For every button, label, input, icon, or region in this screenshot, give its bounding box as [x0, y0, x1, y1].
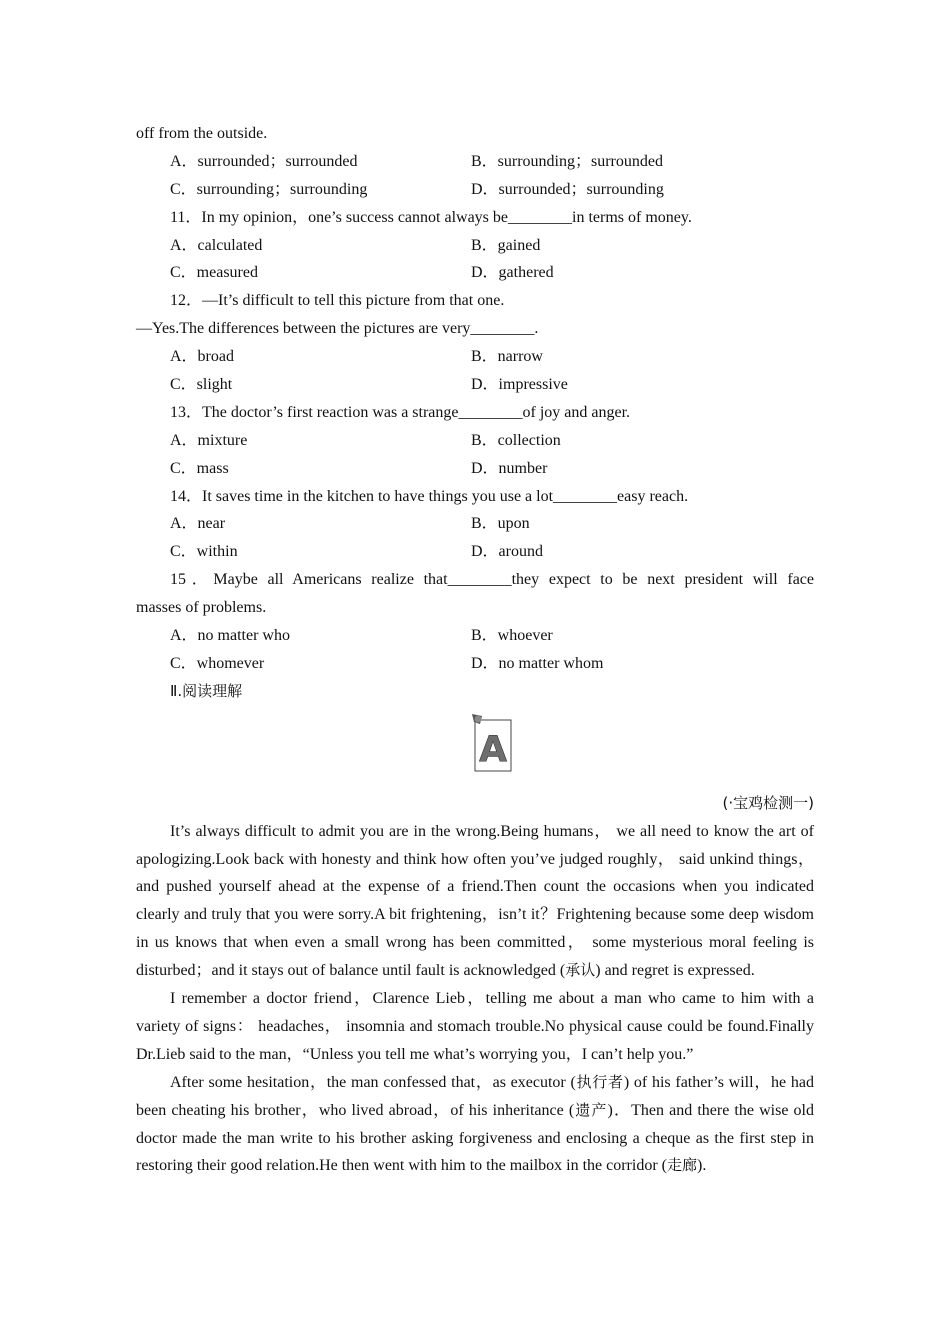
- q11-stem: 11．In my opinion，one’s success cannot always be________in terms of money.: [170, 208, 692, 226]
- q12-option-d: D．impressive: [471, 376, 568, 394]
- q10-option-d: D．surrounded；surrounding: [471, 180, 664, 198]
- q15-option-d: D．no matter whom: [471, 654, 604, 672]
- section-heading-reading: Ⅱ.阅读理解: [170, 681, 243, 700]
- q13-option-b: B．collection: [471, 431, 561, 449]
- q11-option-c: C．measured: [170, 264, 258, 282]
- q10-options-row-1: [136, 148, 814, 176]
- q13-option-d: D．number: [471, 459, 548, 477]
- q10-option-a: A．surrounded；surrounded: [170, 152, 358, 170]
- passage-source: (·宝鸡检测一): [722, 793, 814, 812]
- q11-options-row-2: [136, 259, 814, 287]
- q12-options-row-2: [136, 371, 814, 399]
- q13-option-c: C．mass: [170, 459, 229, 477]
- q15-option-b: B．whoever: [471, 627, 553, 645]
- q14-stem: 14．It saves time in the kitchen to have things you use a lot________easy reach.: [170, 487, 689, 505]
- q12-stem: 12．—It’s difficult to tell this picture from that one.: [170, 292, 505, 310]
- q13-option-a: A．mixture: [170, 431, 248, 449]
- q10-options-row-2: [136, 176, 814, 204]
- q15-option-c: C．whomever: [170, 654, 265, 672]
- q12-options-row-1: [136, 343, 814, 371]
- q14-option-a: A．near: [170, 515, 226, 533]
- passage-a-icon: [472, 714, 512, 772]
- q10-option-b: B．surrounding；surrounded: [471, 152, 663, 170]
- document-content: [136, 120, 814, 1180]
- passage-letter: A: [479, 728, 507, 770]
- q13-stem: 13．The doctor’s first reaction was a strange________of joy and anger.: [170, 403, 631, 421]
- q11-option-a: A．calculated: [170, 236, 263, 254]
- q12-option-a: A．broad: [170, 348, 234, 366]
- q12-option-c: C．slight: [170, 376, 233, 394]
- passage-paragraph-1: It’s always difficult to admit you are in the wrong.Being humans， we all need to know the art of apologizing.Look back with honesty and think how often you’ve judged roughly， said unkind things，and pushed yourself ahead at the expense of a friend.Then count the occasions when you indicated clearly and truly that you were sorry.A bit frightening，isn’t it？Frightening because some deep wisdom in us knows that when even a small wrong has been committed， some mysterious moral feeling is disturbed；and it stays out of balance until fault is acknowledged (承认) and regret is expressed.: [136, 822, 814, 980]
- q13-options-row-1: [136, 427, 814, 455]
- q15-option-a: A．no matter who: [170, 627, 290, 645]
- q13-options-row-2: [136, 455, 814, 483]
- q11-option-d: D．gathered: [471, 264, 554, 282]
- q15-stem-continued: masses of problems.: [136, 599, 267, 617]
- q12-stem-reply: —Yes.The differences between the pictures are very________.: [136, 320, 539, 338]
- passage-icon-area: [136, 706, 814, 790]
- q14-options-row-2: [136, 538, 814, 566]
- q15-options-row-1: [136, 622, 814, 650]
- q11-option-b: B．gained: [471, 236, 541, 254]
- passage-paragraph-2: I remember a doctor friend，Clarence Lieb，telling me about a man who came to him with a variety of signs： headaches， insomnia and stomach trouble.No physical cause could be found.Finally Dr.Lieb said to the man，“Unless you tell me what’s worrying you，I can’t help you.”: [136, 990, 814, 1063]
- q14-option-c: C．within: [170, 543, 238, 561]
- q12-option-b: B．narrow: [471, 348, 543, 366]
- q10-option-c: C．surrounding；surrounding: [170, 180, 368, 198]
- q14-option-d: D．around: [471, 543, 543, 561]
- q15-options-row-2: [136, 650, 814, 678]
- q11-options-row-1: [136, 232, 814, 260]
- q14-options-row-1: [136, 510, 814, 538]
- q10-stem-tail: off from the outside.: [136, 125, 268, 142]
- q14-option-b: B．upon: [471, 515, 530, 533]
- q15-stem: 15．Maybe all Americans realize that________they expect to be next president will face: [170, 571, 814, 589]
- passage-paragraph-3: After some hesitation，the man confessed that，as executor (执行者) of his father’s will，he had been cheating his brother，who lived abroad，of his inheritance (遗产)．Then and there the wise old doctor made the man write to his brother asking forgiveness and enclosing a cheque as the first step in restoring their good relation.He then went with him to the mailbox in the corridor (走廊).: [136, 1072, 815, 1175]
